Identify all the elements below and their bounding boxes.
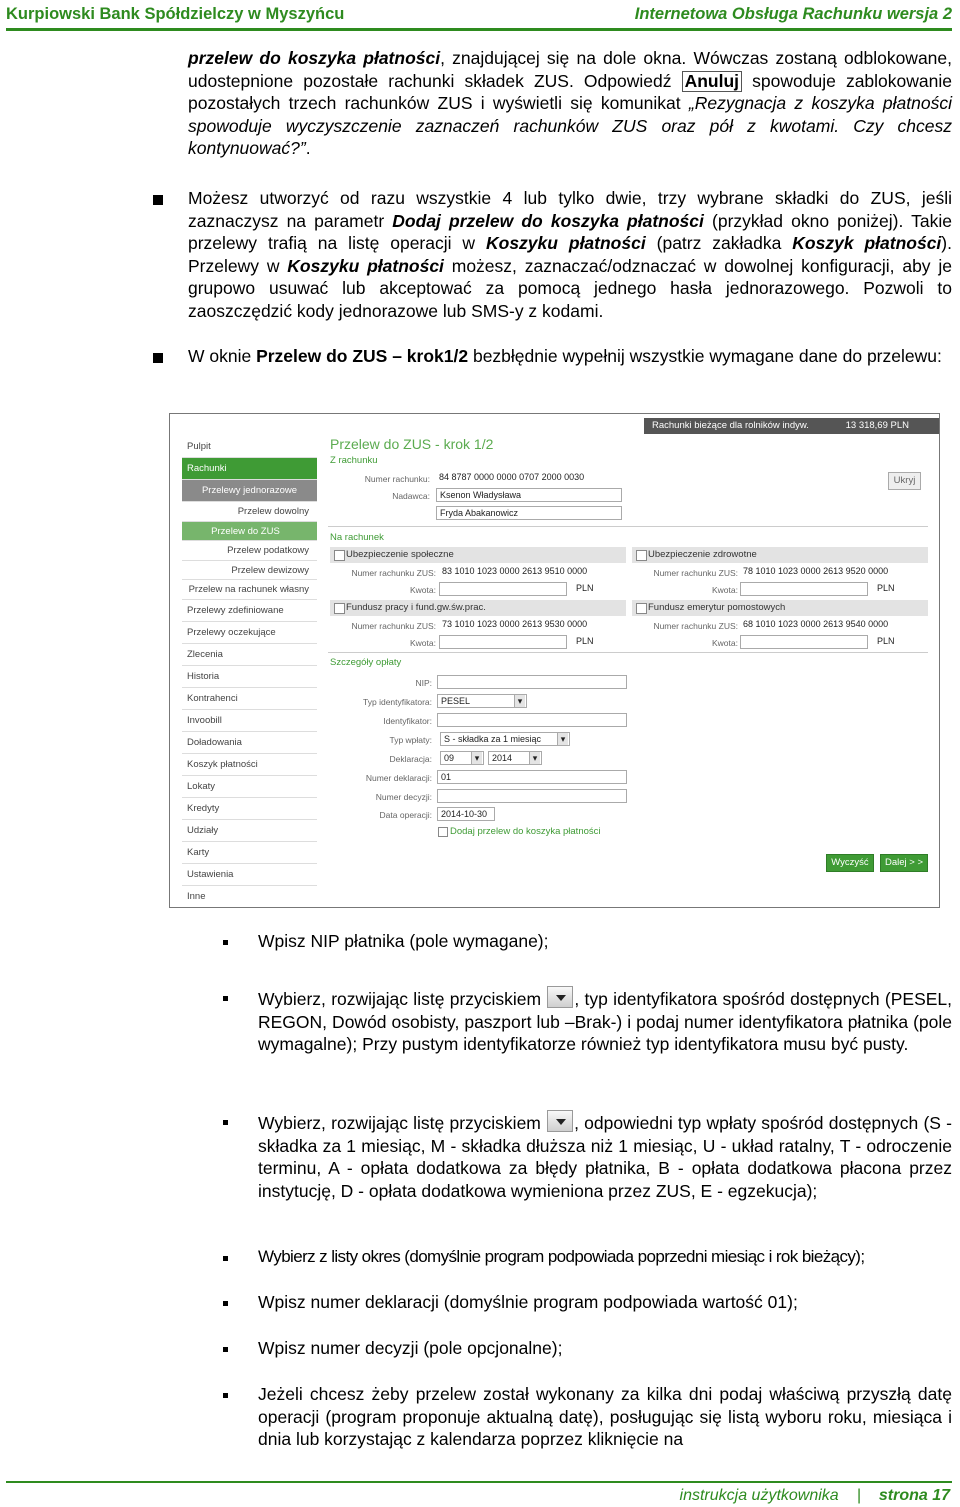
decision-number-label: Numer decyzji: <box>375 792 432 802</box>
text-span: , znajdującej się na dole okna. Wówczas zostaną odblokowane, udostepnione pozostałe rachunki składek ZUS. Odpowiedź <box>188 48 952 91</box>
sidebar-item[interactable]: Przelew na rachunek własny <box>182 580 317 600</box>
clear-button[interactable]: Wyczyść <box>826 854 874 872</box>
bullet-operation-date: Jeżeli chcesz żeby przelew został wykonany za kilka dni podaj właściwą przyszłą datę operacji (program proponuje aktualną datę), posługując się listą wyboru roku, miesiąca i dnia lub korzystając z kalendarza poprzez kliknięcie na <box>258 1384 952 1449</box>
text-span: (patrz zakładka <box>645 233 793 253</box>
section-from-account: Z rachunku <box>330 455 378 466</box>
warning-message-quote: „Rezygnacja z koszyka płatności spowoduje wyczyszczenie zaznaczeń rachunków ZUS oraz pół z kwotami. Czy chcesz kontynuować?” <box>188 93 952 158</box>
currency-2: PLN <box>874 582 908 596</box>
text-span: , typ identyfikatora spośród dostępnych (PESEL, REGON, Dowód osobisty, paszport lub –Brak-) i podaj numer identyfikatora płatnika (pole wymagalne); Przy pustym identyfikatorze również typ identyfikatora musu być pusty. <box>258 989 953 1054</box>
declaration-month-select[interactable]: 09 ▾ <box>440 751 484 765</box>
text-bold-italic: Koszyk płatności <box>792 233 942 253</box>
account-number-label: Numer rachunku: <box>364 474 430 484</box>
amount-label: Kwota: <box>712 585 738 595</box>
zus-transfer-screenshot <box>169 413 940 908</box>
sidebar-item[interactable]: Karty <box>182 842 317 864</box>
page-footer <box>680 1487 950 1505</box>
footer-separator: | <box>856 1487 861 1504</box>
sidebar-item[interactable]: Przelew dowolny <box>182 502 317 522</box>
sidebar-item[interactable]: Udziały <box>182 820 317 842</box>
bullet-dot <box>223 1347 228 1352</box>
zus-account-1: 83 1010 1023 0000 2613 9510 0000 <box>439 565 609 579</box>
sidebar-item[interactable]: Lokaty <box>182 776 317 798</box>
zus-number-label: Numer rachunku ZUS: <box>653 568 738 578</box>
divider <box>328 526 928 527</box>
text-span: bezbłędnie wypełnij wszystkie wymagane dane do przelewu: <box>468 346 942 366</box>
dropdown-arrow-icon <box>547 986 573 1008</box>
section-payer-details: Szczegóły opłaty <box>330 657 402 668</box>
dropdown-arrow-icon <box>547 1110 573 1132</box>
text-span: , odpowiedni typ wpłaty spośród dostępnych (S -składka za 1 miesiąc, M - składka dłuższa niż 1 miesiąc, U - układ ratalny, T - odroczenie terminu, A - opłata dodatkowa za błędy płatnika, B - opłata dodatkowa płacona przez instytucję, D - opłata dodatkowa wymieniona przez ZUS, E - egzekucja); <box>258 1113 953 1201</box>
text-bold-italic: Koszyku płatności <box>287 255 444 276</box>
operation-date-input[interactable]: 2014-10-30 <box>437 807 495 821</box>
bullet-period: Wybierz z listy okres (domyślnie program podpowiada poprzedni miesiąc i rok bieżący); <box>258 1247 865 1266</box>
paragraph-zus-window <box>188 345 952 368</box>
sidebar-item[interactable]: Koszyk płatności <box>182 754 317 776</box>
checkbox-social-insurance[interactable]: Ubezpieczenie społeczne <box>330 547 626 563</box>
footer-label: instrukcja użytkownika <box>679 1487 839 1504</box>
bullet-declaration-number: Wpisz numer deklaracji (domyślnie program podpowiada wartość 01); <box>258 1292 798 1312</box>
zus-account-3: 73 1010 1023 0000 2613 9530 0000 <box>439 618 609 632</box>
sidebar-item[interactable]: Przelew do ZUS <box>182 522 317 542</box>
zus-number-label: Numer rachunku ZUS: <box>351 621 436 631</box>
paragraph-basket-info <box>188 187 952 322</box>
bullet-dot <box>223 1393 228 1398</box>
declaration-number-input[interactable]: 01 <box>437 770 627 784</box>
bullet-square <box>153 195 163 205</box>
header-doc-title: Internetowa Obsługa Rachunku wersja 2 <box>634 4 952 23</box>
sidebar-menu <box>182 436 317 908</box>
bullet-decision-number: Wpisz numer decyzji (pole opcjonalne); <box>258 1338 563 1358</box>
currency-3: PLN <box>573 635 607 649</box>
checkbox-labour-fund[interactable]: Fundusz pracy i fund.gw.św.prac. <box>330 600 626 616</box>
text-span: spowoduje zablokowanie pozostałych trzech rachunków ZUS i wyświetli się komunikat <box>188 70 952 113</box>
sidebar-item[interactable]: Historia <box>182 666 317 688</box>
sidebar-item[interactable]: Przelew podatkowy <box>182 541 317 561</box>
next-button[interactable]: Dalej > > <box>880 854 928 872</box>
bullet-square <box>153 353 163 363</box>
currency-4: PLN <box>874 635 908 649</box>
text-span: możesz, zaznaczać/odznaczać w dowolnej konfiguracji, aby je grupowo usuwać lub akceptować za pomocą jednego hasła jednorazowego. Pozwoli to zaoszczędzić kody jednorazowe lub SMS-y z kodami. <box>188 255 953 321</box>
sidebar-item[interactable]: Przelewy oczekujące <box>182 622 317 644</box>
text-span: (przykład okno poniżej). Takie przelewy trafią na listę operacji w <box>188 210 952 253</box>
currency-1: PLN <box>573 582 607 596</box>
decision-number-input[interactable] <box>437 789 627 803</box>
header-bank-name: Kurpiowski Bank Spółdzielczy w Myszyńcu <box>6 4 345 23</box>
bullet-nip: Wpisz NIP płatnika (pole wymagane); <box>258 931 549 951</box>
id-input[interactable] <box>437 713 627 727</box>
payment-type-label: Typ wpłaty: <box>389 735 432 745</box>
text-span: Możesz utworzyć od razu wszystkie 4 lub tylko dwie, trzy wybrane składki do ZUS, jeśli zaznaczysz na parametr <box>188 188 952 231</box>
form-title: Przelew do ZUS - krok 1/2 <box>330 436 494 452</box>
declaration-number-label: Numer deklaracji: <box>365 773 432 783</box>
header-rule <box>6 28 952 31</box>
amount-label: Kwota: <box>410 585 436 595</box>
amount-label: Kwota: <box>712 638 738 648</box>
payment-type-select[interactable]: S - składka za 1 miesiąc ▾ <box>440 732 570 746</box>
bullet-dot <box>223 996 228 1001</box>
declaration-year-select[interactable]: 2014 ▾ <box>488 751 542 765</box>
sidebar-item[interactable]: Przelew dewizowy <box>182 561 317 581</box>
bullet-dot <box>223 940 228 945</box>
sidebar-item[interactable]: Pulpit <box>182 436 317 458</box>
bullet-payment-type <box>258 1110 952 1202</box>
bullet-id-type <box>258 986 952 1056</box>
sidebar-item[interactable]: Inne <box>182 886 317 908</box>
footer-page-number: strona 17 <box>878 1487 950 1504</box>
hide-button[interactable]: Ukryj <box>888 472 921 490</box>
page-header <box>6 2 952 26</box>
amount-input-2[interactable] <box>740 582 868 596</box>
amount-input-4[interactable] <box>740 635 868 649</box>
add-to-basket-checkbox[interactable]: Dodaj przelew do koszyka płatności <box>438 826 601 837</box>
sender-field-2[interactable]: Fryda Abakanowicz <box>436 506 622 520</box>
text-bold-italic: Koszyku płatności <box>486 233 646 253</box>
sidebar-item[interactable]: Rachunki <box>182 458 317 480</box>
text-bold: Przelew do ZUS – krok1/2 <box>256 346 469 366</box>
bullet-dot <box>223 1301 228 1306</box>
amount-input-1[interactable] <box>439 582 567 596</box>
text-span: W oknie <box>188 346 257 366</box>
sidebar-item[interactable]: Przelewy jednorazowe <box>182 480 317 502</box>
sidebar-item[interactable]: Zlecenia <box>182 644 317 666</box>
declaration-label: Deklaracja: <box>389 754 432 764</box>
footer-rule <box>6 1481 952 1483</box>
bullet-dot <box>223 1120 228 1125</box>
zus-account-4: 68 1010 1023 0000 2613 9540 0000 <box>740 618 910 632</box>
account-bar-label: Rachunki bieżące dla rolników indyw. <box>652 420 809 431</box>
account-bar-amount: 13 318,69 PLN <box>845 420 909 431</box>
text-span: Wybierz, rozwijając listę przyciskiem <box>258 989 547 1009</box>
id-type-select[interactable]: PESEL ▾ <box>437 694 527 708</box>
amount-input-3[interactable] <box>439 635 567 649</box>
id-label: Identyfikator: <box>383 716 432 726</box>
divider <box>328 652 928 653</box>
section-to-account: Na rachunek <box>330 532 384 543</box>
text-bold-italic: Dodaj przelew do koszyka płatności <box>392 210 704 231</box>
sidebar-item[interactable]: Invoobill <box>182 710 317 732</box>
amount-label: Kwota: <box>410 638 436 648</box>
account-number-value: 84 8787 0000 0000 0707 2000 0030 <box>436 471 602 485</box>
sidebar-item[interactable]: Przelewy zdefiniowane <box>182 600 317 622</box>
paragraph-continuation <box>188 47 952 160</box>
sidebar-item[interactable]: Ustawienia <box>182 864 317 886</box>
sidebar-item[interactable]: Doładowania <box>182 732 317 754</box>
zus-number-label: Numer rachunku ZUS: <box>351 568 436 578</box>
text-basket-italic: przelew do koszyka płatności <box>188 48 441 68</box>
sender-label: Nadawca: <box>392 491 430 501</box>
checkbox-health-insurance[interactable]: Ubezpieczenie zdrowotne <box>632 547 928 563</box>
sidebar-item[interactable]: Kontrahenci <box>182 688 317 710</box>
account-bar <box>644 418 939 434</box>
sender-field-1[interactable]: Ksenon Władysława <box>436 488 622 502</box>
bullet-dot <box>223 1256 228 1261</box>
cancel-key-label: Anuluj <box>682 71 742 92</box>
zus-number-label: Numer rachunku ZUS: <box>653 621 738 631</box>
text-span: ). Przelewy w <box>188 233 952 276</box>
nip-label: NIP: <box>415 678 432 688</box>
id-type-label: Typ identyfikatora: <box>363 697 432 707</box>
zus-account-2: 78 1010 1023 0000 2613 9520 0000 <box>740 565 910 579</box>
nip-input[interactable] <box>437 675 627 689</box>
sidebar-item[interactable]: Kredyty <box>182 798 317 820</box>
operation-date-label: Data operacji: <box>379 810 432 820</box>
text-span: Wybierz, rozwijając listę przyciskiem <box>258 1113 547 1133</box>
checkbox-bridging-pension-fund[interactable]: Fundusz emerytur pomostowych <box>632 600 928 616</box>
text-span: . <box>305 138 311 158</box>
